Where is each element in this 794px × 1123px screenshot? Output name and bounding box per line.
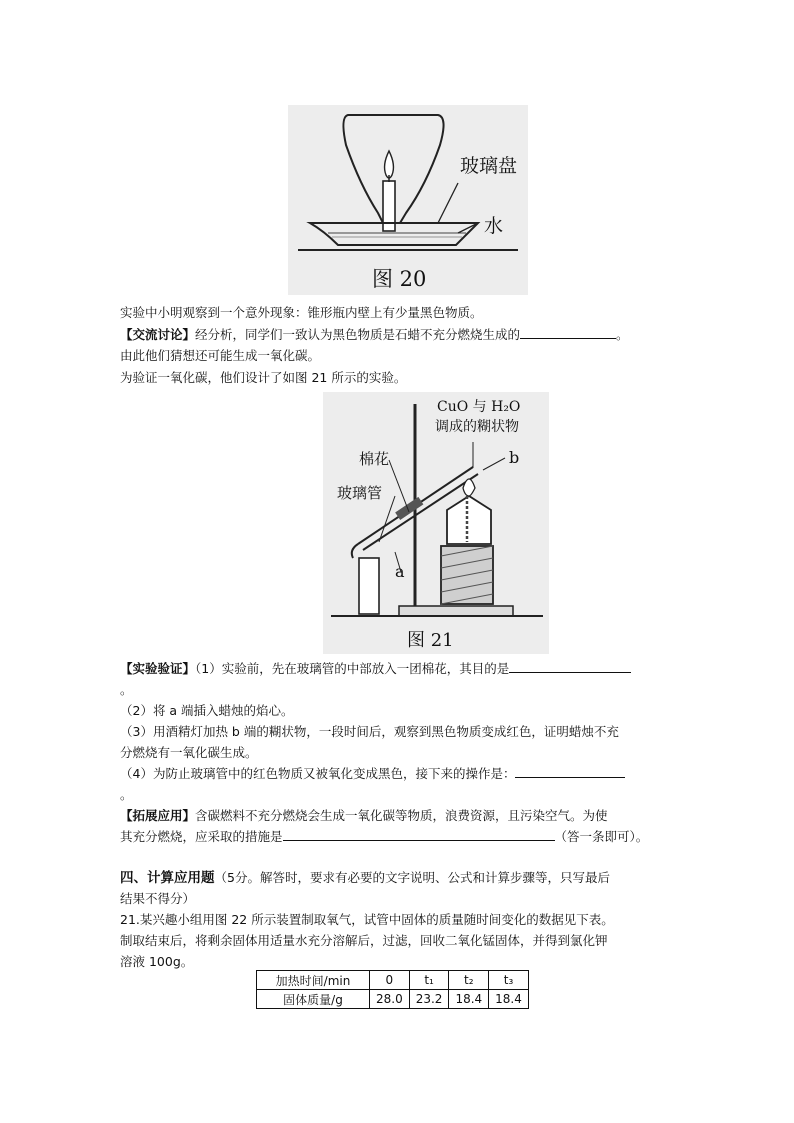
mass-cell: 18.4 [449,990,489,1009]
row-label-time: 加热时间/min [257,971,370,990]
figure-21 [323,392,549,654]
section-4-title: 四、计算应用题 [120,870,215,886]
figure-21-caption: 图 21 [407,630,454,651]
verify-1-end: 。 [120,682,133,697]
section-4-desc-2: 结果不得分） [120,891,196,906]
discussion-end: 。 [616,327,629,342]
extension-text-2: 其充分燃烧，应采取的措施是 [120,829,283,844]
section-4-heading [120,868,610,888]
verify-4-end: 。 [120,787,133,802]
time-cell: t₃ [489,971,529,990]
answer-blank-2[interactable] [509,659,631,673]
cuo-label: CuO 与 H₂O [437,399,521,415]
tube-label: 玻璃管 [337,484,383,502]
paragraph-verify-1 [120,659,631,679]
mass-cell: 18.4 [489,990,529,1009]
b-label: b [509,448,520,467]
time-cell: t₂ [449,971,489,990]
verify-text: （1）实验前，先在玻璃管的中部放入一团棉花，其目的是 [195,661,510,676]
verify-4-text: （4）为防止玻璃管中的红色物质又被氧化变成黑色，接下来的操作是： [120,766,516,781]
figure-20 [288,105,528,295]
figure-20-caption: 图 20 [372,267,427,291]
time-cell: t₁ [409,971,449,990]
paragraph-extension-2 [120,827,648,847]
paragraph-discussion [120,325,629,345]
water-label: 水 [484,215,504,237]
question-21-a: 21.某兴趣小组用图 22 所示装置制取氧气，试管中固体的质量随时间变化的数据见下表。 [120,912,614,927]
paragraph-observation: 实验中小明观察到一个意外现象：锥形瓶内壁上有少量黑色物质。 [120,305,483,320]
table-row [257,990,529,1009]
question-21-c: 溶液 100g。 [120,954,194,969]
discussion-text: 经分析，同学们一致认为黑色物质是石蜡不充分燃烧生成的 [195,327,521,342]
time-cell: 0 [370,971,410,990]
discussion-tag: 【交流讨论】 [120,327,196,342]
heating-data-table [256,970,529,1009]
extension-end: （答一条即可）。 [554,829,649,844]
glass-plate-label: 玻璃盘 [460,155,518,177]
a-label: a [395,562,405,581]
section-4-desc: （5分。解答时，要求有必要的文字说明、公式和计算步骤等，只写最后 [214,870,610,885]
paragraph-extension-1 [120,806,608,826]
row-label-mass: 固体质量/g [257,990,370,1009]
verify-tag: 【实验验证】 [120,661,196,676]
paragraph-guess: 由此他们猜想还可能生成一氧化碳。 [120,348,321,363]
paste-label: 调成的糊状物 [435,419,519,435]
answer-blank-3[interactable] [515,764,625,778]
paragraph-verify-2: （2）将 a 端插入蜡烛的焰心。 [120,703,294,718]
mass-cell: 23.2 [409,990,449,1009]
table-row [257,971,529,990]
answer-blank-1[interactable] [520,325,616,339]
question-21-b: 制取结束后，将剩余固体用适量水充分溶解后，过滤，回收二氧化锰固体，并得到氯化钾 [120,933,608,948]
paragraph-verify-3a: （3）用酒精灯加热 b 端的糊状物，一段时间后，观察到黑色物质变成红色，证明蜡烛不充 [120,724,619,739]
extension-text: 含碳燃料不充分燃烧会生成一氧化碳等物质，浪费资源，且污染空气。为使 [195,808,608,823]
extension-tag: 【拓展应用】 [120,808,196,823]
mass-cell: 28.0 [370,990,410,1009]
paragraph-verify-3b: 分燃烧有一氧化碳生成。 [120,745,258,760]
cotton-label: 棉花 [359,450,390,468]
paragraph-verify-intro: 为验证一氧化碳，他们设计了如图 21 所示的实验。 [120,370,407,385]
paragraph-verify-4 [120,764,625,784]
answer-blank-4[interactable] [283,827,555,841]
